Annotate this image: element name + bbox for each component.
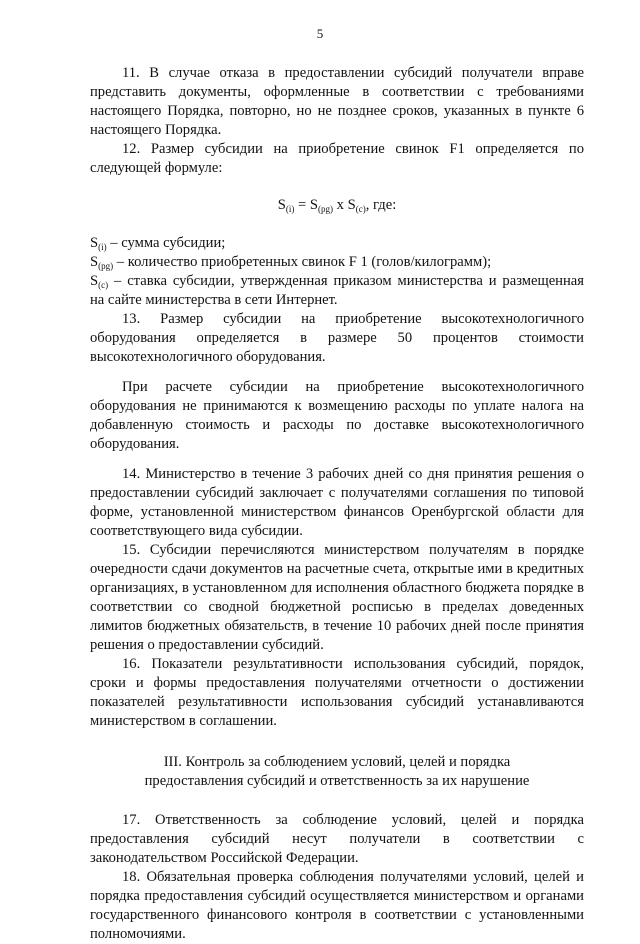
paragraph-13: 13. Размер субсидии на приобретение высокотехнологичного оборудования определяется в размере 50 процентов стоимости высокотехнологичного оборудования.	[90, 311, 584, 365]
paragraph-18: 18. Обязательная проверка соблюдения получателями условий, целей и порядка предоставления субсидий осуществляется министерством и органами государственного финансового контроля в соответствии с установленными полномочиями.	[90, 869, 584, 942]
paragraph-14: 14. Министерство в течение 3 рабочих дней со дня принятия решения о предоставлении субсидий заключает с получателями соглашения по типовой форме, установленной министерством финансов Оренбургской области для соответствующего вида субсидии.	[90, 466, 584, 539]
formula-tail: , где:	[365, 197, 397, 213]
definition-text: – сумма субсидии;	[106, 235, 226, 251]
formula-subscript: (i)	[285, 204, 295, 214]
definition-text: – ставка субсидии, утвержденная приказом министерства и размещенная на сайте министерства в сети Интернет.	[90, 273, 584, 308]
paragraph-17: 17. Ответственность за соблюдение условий, целей и порядка предоставления субсидий несут получатели в соответствии с законодательством Российской Федерации.	[90, 812, 584, 866]
paragraph-11: 11. В случае отказа в предоставлении субсидий получатели вправе представить документы, оформленные в соответствии с требованиями настоящего Порядка, повторно, но не позднее сроков, указанных в пункте 6 настоящего Порядка.	[90, 65, 584, 138]
paragraph-15: 15. Субсидии перечисляются министерством получателям в порядке очередности сдачи документов на расчетные счета, открытые ими в кредитных организациях, в установленном для исполнения областного бюджета порядке в соответствии со сводной бюджетной росписью в пределах доведенных лимитов бюджетных обязательств, в течение 10 рабочих дней после принятия решения о предоставлении субсидий.	[90, 542, 584, 653]
definition-item	[90, 234, 584, 253]
definition-symbol: S	[90, 254, 99, 270]
paragraph-12: 12. Размер субсидии на приобретение свинок F1 определяется по следующей формуле:	[90, 141, 584, 176]
definition-symbol: S	[90, 235, 99, 251]
definition-subscript: (pg)	[98, 261, 114, 271]
formula-symbol: S	[309, 197, 319, 213]
paragraph-16: 16. Показатели результативности использования субсидий, порядок, сроки и формы предоставления получателями отчетности о достижении показателей результативности использования субсидий устанавливаются министерством в соглашении.	[90, 656, 584, 729]
formula-symbol: S	[347, 197, 356, 213]
page-number: 5	[316, 26, 324, 41]
paragraph-gap	[90, 454, 584, 465]
definition-subscript: (c)	[98, 280, 109, 290]
paragraph-gap	[90, 367, 584, 378]
formula-subscript: (c)	[355, 204, 366, 214]
section-heading-line: III. Контроль за соблюдением условий, целей и порядка	[163, 754, 511, 770]
formula-times: x	[333, 197, 348, 213]
definition-item	[90, 253, 584, 272]
section-heading	[90, 753, 584, 791]
document-body	[90, 64, 584, 944]
section-heading-line: предоставления субсидий и ответственность за их нарушение	[144, 773, 530, 789]
formula-equals: =	[294, 197, 310, 213]
definition-item	[90, 272, 584, 310]
paragraph-13-continued: При расчете субсидии на приобретение высокотехнологичного оборудования не принимаются к возмещению расходы по уплате налога на добавленную стоимость и расходы по доставке высокотехнологичного оборудования.	[90, 379, 584, 452]
definition-symbol: S	[90, 273, 99, 289]
definition-text: – количество приобретенных свинок F 1 (голов/килограмм);	[113, 254, 492, 270]
formula-subscript: (pg)	[318, 204, 334, 214]
subsidy-formula	[90, 196, 584, 215]
definition-subscript: (i)	[98, 242, 107, 252]
formula-symbol: S	[277, 197, 286, 213]
